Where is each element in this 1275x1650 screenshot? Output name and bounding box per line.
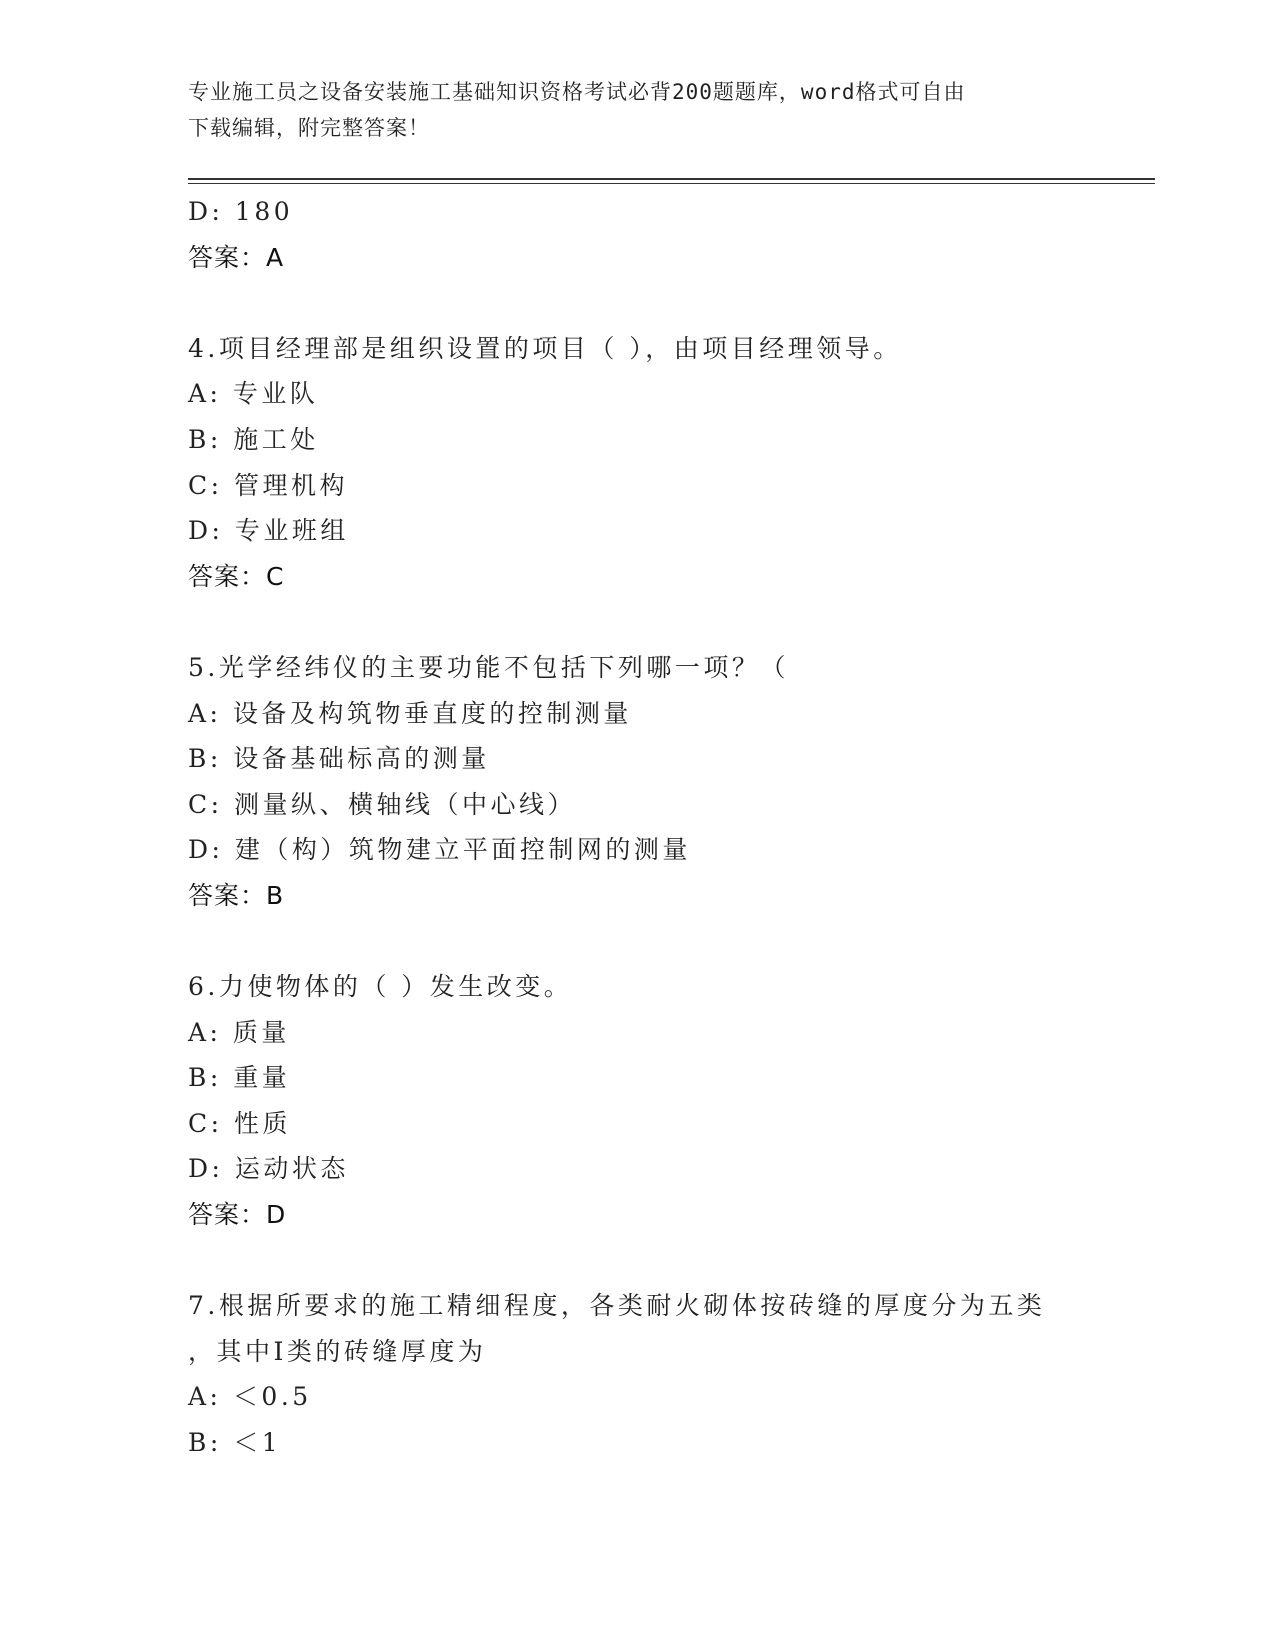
option-line: C: 性质 — [188, 1108, 291, 1138]
option-line: B: 重量 — [188, 1063, 291, 1093]
option-line: D: 建（构）筑物建立平面控制网的测量 — [188, 835, 691, 865]
header-line-2: 下载编辑，附完整答案！ — [188, 116, 430, 140]
question-text: 6.力使物体的（ ）发生改变。 — [188, 972, 573, 1002]
option-line: D: 180 — [188, 197, 294, 226]
answer-line: 答案：D — [188, 1200, 287, 1230]
header-line-1: 专业施工员之设备安装施工基础知识资格考试必背200题题库，word格式可自由 — [188, 80, 966, 104]
option-line: B: 设备基础标高的测量 — [188, 744, 490, 774]
option-line: A: 专业队 — [188, 379, 319, 409]
option-line: D: 专业班组 — [188, 516, 349, 546]
question-text: 7.根据所要求的施工精细程度，各类耐火砌体按砖缝的厚度分为五类 — [188, 1291, 1046, 1321]
option-line: C: 管理机构 — [188, 470, 348, 500]
question-list — [188, 189, 1148, 1466]
answer-line: 答案：B — [188, 880, 285, 910]
blank-line — [188, 919, 1148, 965]
question-text: 5.光学经纬仪的主要功能不包括下列哪一项？（ — [188, 652, 789, 682]
header-divider-thick — [188, 178, 1155, 180]
option-line: A: ＜0.5 — [188, 1382, 312, 1412]
option-line: A: 质量 — [188, 1017, 290, 1047]
option-line: B: 施工处 — [188, 424, 319, 454]
question-text: ，其中Ⅰ类的砖缝厚度为 — [188, 1336, 487, 1366]
option-line: B: ＜1 — [188, 1428, 282, 1458]
blank-line — [188, 599, 1148, 645]
option-line: A: 设备及构筑物垂直度的控制测量 — [188, 698, 632, 728]
option-line: D: 运动状态 — [188, 1154, 349, 1184]
option-line: C: 测量纵、横轴线（中心线） — [188, 789, 576, 819]
document-header — [188, 74, 1088, 146]
blank-line — [188, 280, 1148, 326]
answer-line: 答案：A — [188, 242, 285, 272]
answer-line: 答案：C — [188, 561, 285, 591]
blank-line — [188, 1238, 1148, 1284]
question-text: 4.项目经理部是组织设置的项目（ ），由项目经理领导。 — [188, 333, 902, 363]
header-divider-thin — [188, 183, 1155, 184]
